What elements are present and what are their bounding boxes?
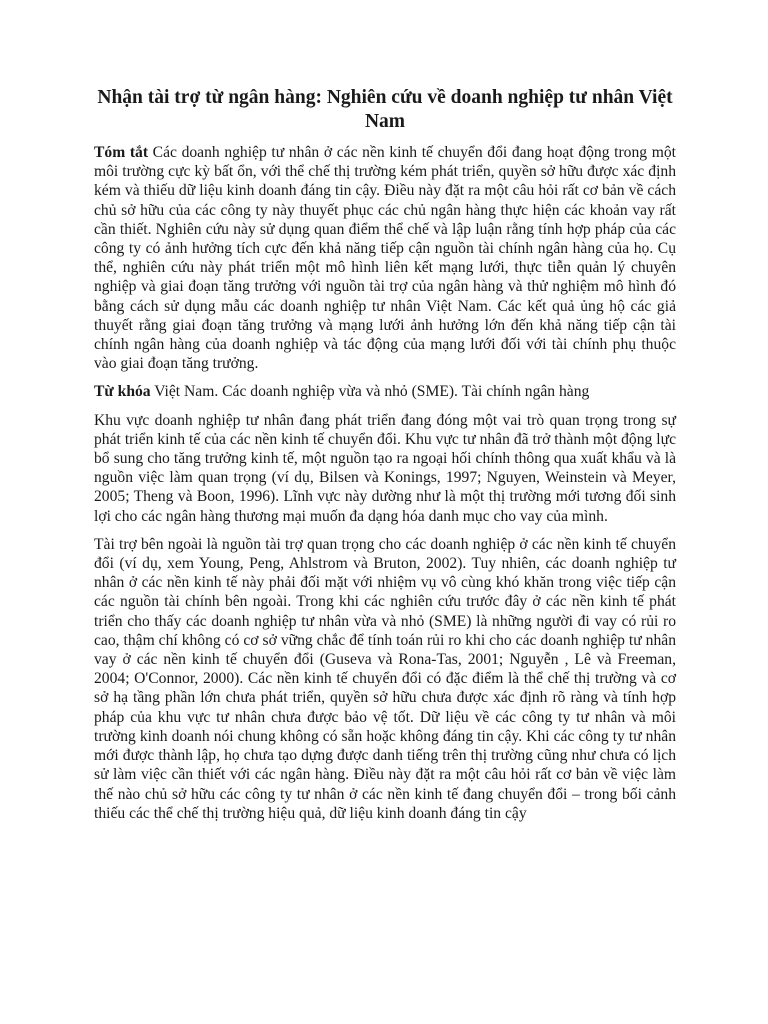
abstract-text: Các doanh nghiệp tư nhân ở các nền kinh tế chuyển đổi đang hoạt động trong một môi trường cực kỳ bất ổn, với thể chế thị trường kém phát triển, quyền sở hữu được xác định kém và thiếu dữ liệu kinh doanh đáng tin cậy. Điều này đặt ra một câu hỏi rất cơ bản về cách chủ sở hữu của các công ty này thuyết phục các chủ ngân hàng thực hiện các khoản vay rất cần thiết. Nghiên cứu này sử dụng quan điểm thể chế và lập luận rằng tính hợp pháp của các công ty có ảnh hưởng tích cực đến khả năng tiếp cận nguồn tài chính ngân hàng của họ. Cụ thể, nghiên cứu này phát triển một mô hình liên kết mạng lưới, thực tiễn quản lý chuyên nghiệp và giai đoạn tăng trưởng với nguồn tài trợ của ngân hàng và thử nghiệm mô hình đó bằng cách sử dụng mẫu các doanh nghiệp tư nhân Việt Nam. Các kết quả ủng hộ các giả thuyết rằng giai đoạn tăng trưởng và mạng lưới ảnh hưởng lớn đến khả năng tiếp cận tài chính ngân hàng của doanh nghiệp và tác động của mạng lưới đối với tài chính phụ thuộc vào giai đoạn tăng trưởng.: [94, 144, 676, 373]
keywords-paragraph: [94, 382, 676, 401]
abstract-label: Tóm tắt: [94, 144, 149, 161]
body-paragraph-1: Khu vực doanh nghiệp tư nhân đang phát triển đang đóng một vai trò quan trọng trong sự phát triển kinh tế của các nền kinh tế chuyển đổi. Khu vực tư nhân đã trở thành một động lực bổ sung cho tăng trưởng kinh tế, một nguồn tạo ra ngoại hối chính thông qua xuất khẩu và là nguồn việc làm quan trọng (ví dụ, Bilsen và Konings, 1997; Nguyen, Weinstein và Meyer, 2005; Theng và Boon, 1996). Lĩnh vực này dường như là một thị trường mới tương đối sinh lợi cho các ngân hàng thương mại muốn đa dạng hóa danh mục cho vay của mình.: [94, 411, 676, 525]
body-paragraph-2: Tài trợ bên ngoài là nguồn tài trợ quan trọng cho các doanh nghiệp ở các nền kinh tế chuyển đổi (ví dụ, xem Young, Peng, Ahlstrom và Bruton, 2002). Tuy nhiên, các doanh nghiệp tư nhân ở các nền kinh tế này phải đối mặt với nhiệm vụ vô cùng khó khăn trong việc tiếp cận các nguồn tài chính bên ngoài. Trong khi các nghiên cứu trước đây ở các nền kinh tế phát triển cho thấy các doanh nghiệp tư nhân vừa và nhỏ (SME) là những người đi vay có rủi ro cao, thậm chí không có cơ sở vững chắc để tính toán rủi ro khi cho các doanh nghiệp tư nhân vay ở các nền kinh tế chuyển đổi (Guseva và Rona-Tas, 2001; Nguyễn , Lê và Freeman, 2004; O'Connor, 2000). Các nền kinh tế chuyển đổi có đặc điểm là thể chế thị trường và cơ sở hạ tầng phần lớn chưa phát triển, quyền sở hữu chưa được xác định rõ ràng và tính hợp pháp của khu vực tư nhân chưa được bảo vệ tốt. Dữ liệu về các công ty tư nhân và môi trường kinh doanh nói chung không có sẵn hoặc không đáng tin cậy. Khi các công ty tư nhân mới được thành lập, họ chưa tạo dựng được danh tiếng trên thị trường cũng như chưa có lịch sử làm việc cần thiết với các ngân hàng. Điều này đặt ra một câu hỏi rất cơ bản về việc làm thế nào chủ sở hữu các công ty tư nhân ở các nền kinh tế đang chuyển đổi – trong bối cảnh thiếu các thể chế thị trường hiệu quả, dữ liệu kinh doanh đáng tin cậy: [94, 535, 676, 822]
paper-title: Nhận tài trợ từ ngân hàng: Nghiên cứu về doanh nghiệp tư nhân Việt Nam: [97, 87, 673, 132]
keywords-text: Việt Nam. Các doanh nghiệp vừa và nhỏ (SME). Tài chính ngân hàng: [150, 383, 590, 401]
abstract-paragraph: [94, 143, 676, 373]
keywords-label: Từ khóa: [94, 383, 151, 401]
